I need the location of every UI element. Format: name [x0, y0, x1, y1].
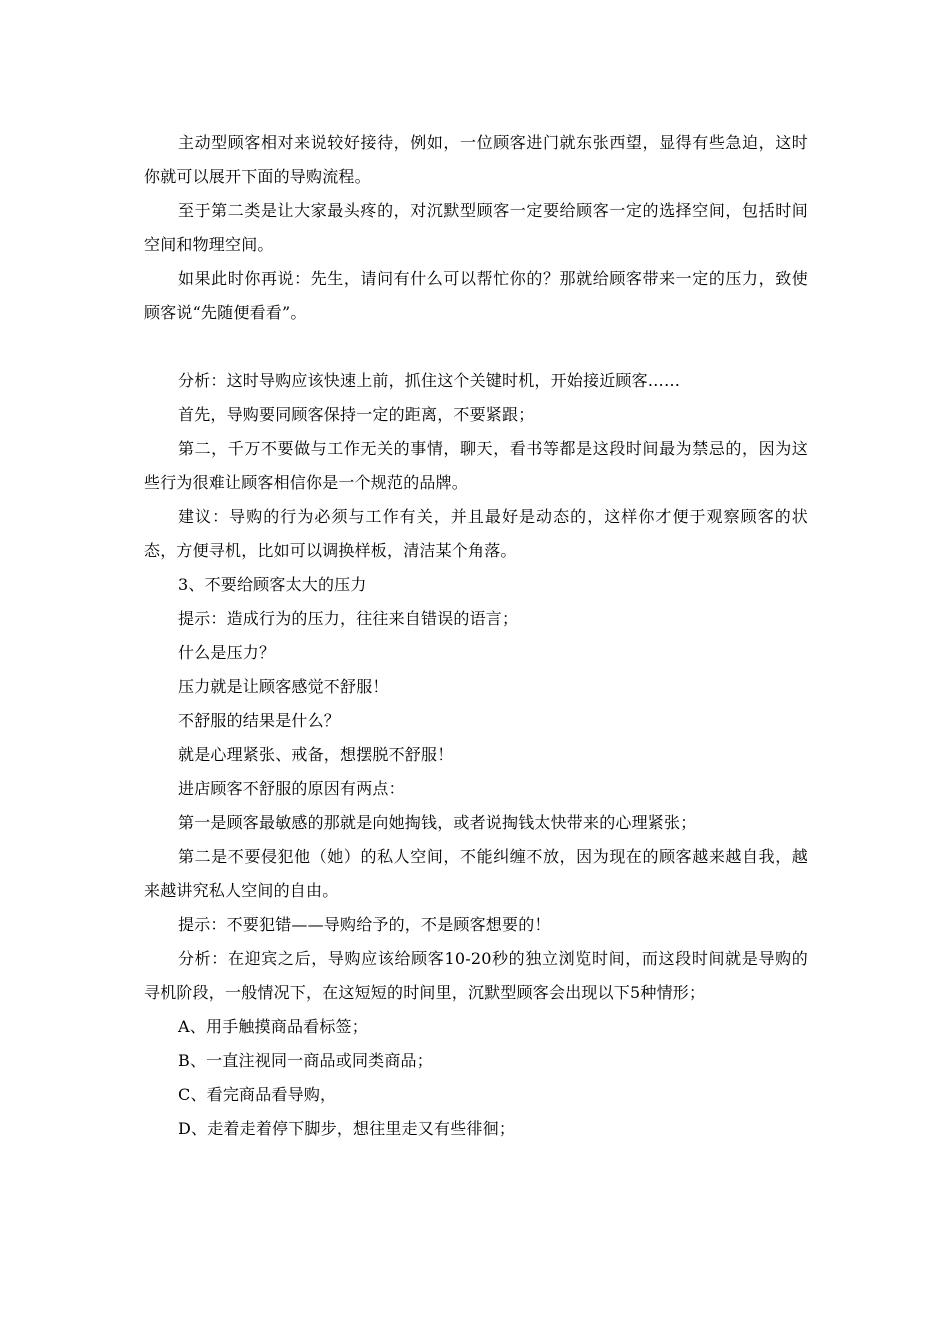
paragraph-second-behavior: 第二，千万不要做与工作无关的事情，聊天，看书等都是这段时间最为禁忌的，因为这些行为很难让顾客相信你是一个规范的品牌。 [144, 439, 808, 492]
list-item-c: C、看完商品看导购， [178, 1085, 337, 1104]
list-item-d: D、走着走着停下脚步，想往里走又有些徘徊； [178, 1119, 516, 1138]
paragraph-result-answer: 就是心理紧张、戒备，想摆脱不舒服！ [178, 745, 454, 764]
paragraph-suggestion: 建议：导购的行为必须与工作有关，并且最好是动态的，这样你才便于观察顾客的状态，方便寻机，比如可以调换样板，清洁某个角落。 [144, 507, 808, 560]
document-body [144, 126, 808, 1146]
paragraph-reason-one: 第一是顾客最敏感的那就是向她掏钱，或者说掏钱太快带来的心理紧张； [178, 813, 697, 832]
paragraph-reason-two: 第二是不要侵犯他（她）的私人空间，不能纠缠不放，因为现在的顾客越来越自我，越来越讲究私人空间的自由。 [144, 847, 808, 900]
paragraph-question-pressure: 什么是压力？ [178, 643, 276, 662]
list-item-b: B、一直注视同一商品或同类商品； [178, 1051, 433, 1070]
paragraph-pressure-example: 如果此时你再说：先生，请问有什么可以帮忙你的？那就给顾客带来一定的压力，致使顾客说“先随便看看”。 [144, 269, 808, 322]
paragraph-pressure-definition: 压力就是让顾客感觉不舒服！ [178, 677, 389, 696]
paragraph-silent-customer: 至于第二类是让大家最头疼的，对沉默型顾客一定要给顾客一定的选择空间，包括时间空间和物理空间。 [144, 201, 808, 254]
paragraph-tip-language: 提示：造成行为的压力，往往来自错误的语言； [178, 609, 519, 628]
list-item-a: A、用手触摸商品看标签； [178, 1017, 368, 1036]
paragraph-tip-mistake: 提示：不要犯错——导购给予的，不是顾客想要的！ [178, 915, 551, 934]
section-heading-pressure: 3、不要给顾客太大的压力 [178, 575, 367, 594]
paragraph-analysis-approach: 分析：这时导购应该快速上前，抓住这个关键时机，开始接近顾客…… [178, 371, 681, 390]
paragraph-question-result: 不舒服的结果是什么？ [178, 711, 341, 730]
paragraph-first-distance: 首先，导购要同顾客保持一定的距离，不要紧跟； [178, 405, 535, 424]
paragraph-analysis-browsing: 分析：在迎宾之后，导购应该给顾客10-20秒的独立浏览时间，而这段时间就是导购的寻机阶段，一般情况下，在这短短的时间里，沉默型顾客会出现以下5种情形； [144, 949, 808, 1002]
paragraph-active-customer: 主动型顾客相对来说较好接待，例如，一位顾客进门就东张西望，显得有些急迫，这时你就可以展开下面的导购流程。 [144, 133, 808, 186]
paragraph-two-reasons: 进店顾客不舒服的原因有两点： [178, 779, 405, 798]
section-spacer [144, 330, 808, 364]
